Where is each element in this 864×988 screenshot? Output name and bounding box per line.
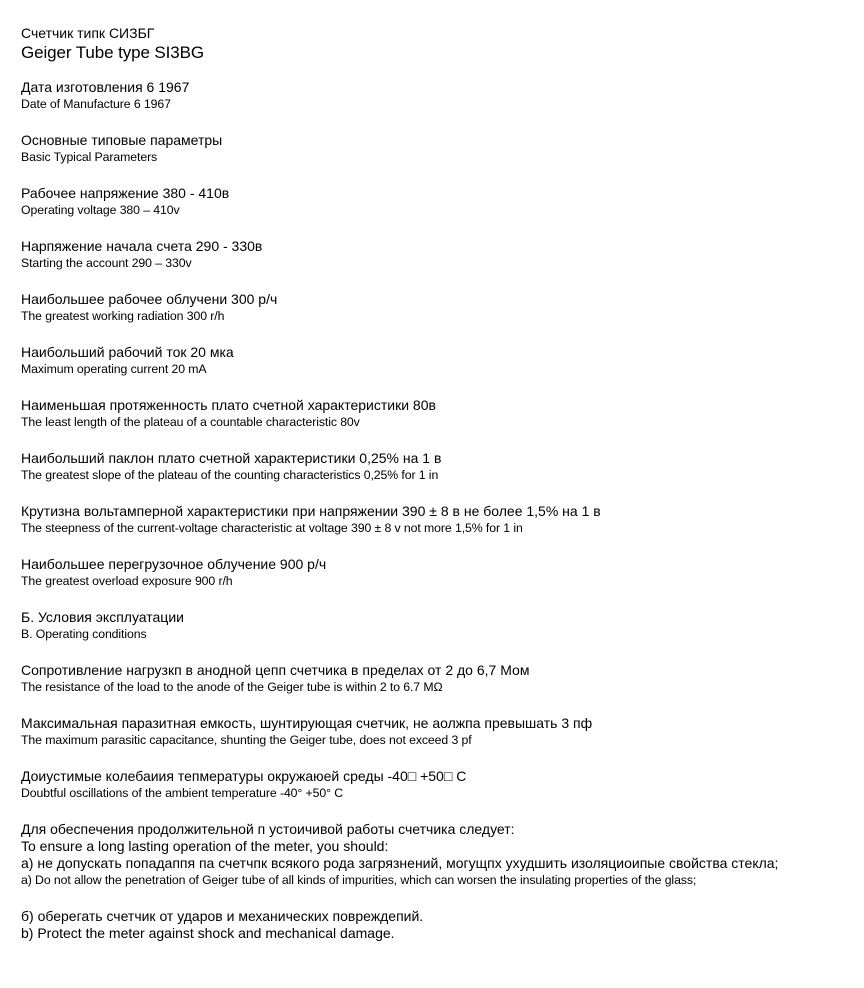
parameter-ru: Наибольшее рабочее облучени 300 р/ч <box>21 291 278 307</box>
parameter-en: Basic Typical Parameters <box>21 150 158 164</box>
parameter-ru: Рабочее напряжение 380 - 410в <box>21 185 230 201</box>
parameter-en: Doubtful oscillations of the ambient temperature -40° +50° C <box>21 786 344 800</box>
parameter-ru: Доиустимые колебаиия тепмературы окружаюей среды -40□ +50□ С <box>21 768 467 784</box>
parameter-ru: Наибольшее перегрузочное облучение 900 р/ч <box>21 556 327 572</box>
parameter-en: Operating voltage 380 – 410v <box>21 203 180 217</box>
parameter-block <box>21 185 864 219</box>
parameter-ru: Дата изготовления 6 1967 <box>21 79 190 95</box>
title-ru: Счетчик типк СИЗБГ <box>21 25 155 41</box>
parameter-en: The greatest slope of the plateau of the counting characteristics 0,25% for 1 in <box>21 468 439 482</box>
parameter-block <box>21 344 864 378</box>
parameter-block <box>21 503 864 537</box>
parameter-en: The maximum parasitic capacitance, shunting the Geiger tube, does not exceed 3 pf <box>21 733 472 747</box>
parameter-block <box>21 556 864 590</box>
care-item-b-ru: б) оберегать счетчик от ударов и механических повреждепий. <box>21 908 424 924</box>
parameter-ru: Наибольший рабочий ток 20 мка <box>21 344 234 360</box>
parameter-ru: Наименьшая протяженность плато счетной характеристики 80в <box>21 397 436 413</box>
parameter-en: Date of Manufacture 6 1967 <box>21 97 171 111</box>
parameter-en: The least length of the plateau of a countable characteristic 80v <box>21 415 360 429</box>
parameter-en: B. Operating conditions <box>21 627 147 641</box>
parameter-en: The steepness of the current-voltage characteristic at voltage 390 ± 8 v not more 1,5% for 1 in <box>21 521 523 535</box>
parameter-block <box>21 715 864 749</box>
parameter-block <box>21 132 864 166</box>
parameter-ru: Максимальная паразитная емкость, шунтирующая счетчик, не аолжпа превышать 3 пф <box>21 715 593 731</box>
care-item-a-ru: а) не допускать попадаппя па счетчпк всякого рода загрязнений, могущпх ухудшить изоляциоипые свойства стекла; <box>21 855 779 871</box>
parameter-en: The greatest working radiation 300 r/h <box>21 309 225 323</box>
parameter-block <box>21 238 864 272</box>
parameter-ru: Нарпяжение начала счета 290 - 330в <box>21 238 263 254</box>
title-block <box>21 25 864 64</box>
parameter-ru: Основные типовые параметры <box>21 132 223 148</box>
parameter-en: The resistance of the load to the anode of the Geiger tube is within 2 to 6.7 MΩ <box>21 680 443 694</box>
parameter-ru: Сопротивление нагрузкп в анодной цепп счетчика в пределах от 2 до 6,7 Мом <box>21 662 530 678</box>
care-intro-en: To ensure a long lasting operation of the meter, you should: <box>21 838 389 854</box>
parameter-ru: Крутизна вольтамперной характеристики при напряжении 390 ± 8 в не более 1,5% на 1 в <box>21 503 601 519</box>
parameter-en: Maximum operating current 20 mA <box>21 362 207 376</box>
parameter-ru: Наибольший паклон плато счетной характеристики 0,25% на 1 в <box>21 450 442 466</box>
care-instructions-intro <box>21 821 864 889</box>
title-en: Geiger Tube type SI3BG <box>21 43 205 62</box>
parameter-block <box>21 291 864 325</box>
parameter-list <box>21 79 864 802</box>
parameter-en: Starting the account 290 – 330v <box>21 256 192 270</box>
care-item-b <box>21 908 864 942</box>
care-item-a-en: a) Do not allow the penetration of Geiger tube of all kinds of impurities, which can worsen the insulating properties of the glass; <box>21 873 697 887</box>
parameter-block <box>21 662 864 696</box>
care-item-b-en: b) Protect the meter against shock and mechanical damage. <box>21 925 395 941</box>
parameter-block <box>21 79 864 113</box>
parameter-block <box>21 768 864 802</box>
parameter-block <box>21 397 864 431</box>
parameter-en: The greatest overload exposure 900 r/h <box>21 574 233 588</box>
parameter-ru: Б. Условия эксплуатации <box>21 609 184 625</box>
parameter-block <box>21 609 864 643</box>
parameter-block <box>21 450 864 484</box>
care-intro-ru: Для обеспечения продолжительной п устоичивой работы счетчика следует: <box>21 821 515 837</box>
